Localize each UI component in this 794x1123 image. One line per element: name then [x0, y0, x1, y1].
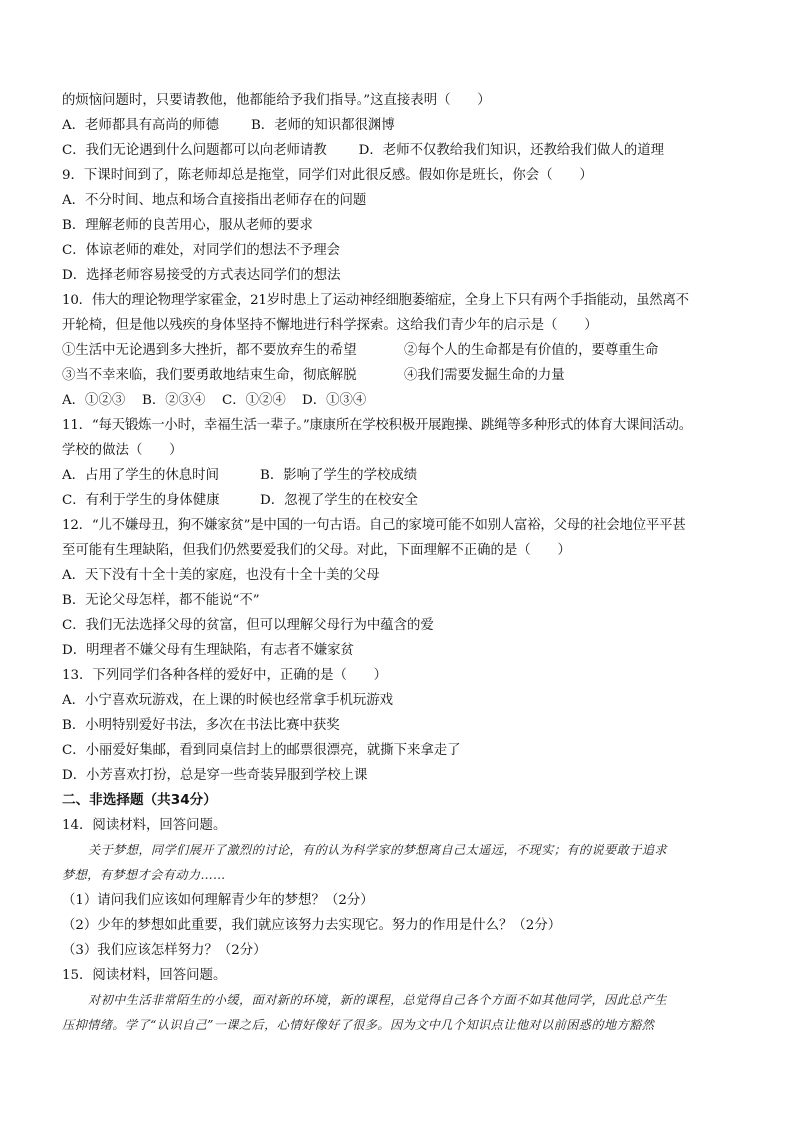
q8-option-d: D．老师不仅教给我们知识，还教给我们做人的道理	[358, 143, 664, 158]
q11-option-a: A．占用了学生的休息时间	[62, 468, 219, 483]
q12-option-c: C．我们无法选择父母的贫富，但可以理解父母行为中蕴含的爱	[62, 618, 434, 633]
q14-subquestion-3: （3）我们应该怎样努力？（2分）	[62, 943, 267, 958]
q10-statement-1: ①生活中无论遇到多大挫折，都不要放弃生的希望	[62, 343, 357, 358]
q14-material-line-2: 梦想，有梦想才会有动力……	[62, 868, 226, 882]
q10-statement-2: ②每个人的生命都是有价值的，要尊重生命	[404, 343, 659, 358]
q11-stem-line-1: 11．“每天锻炼一小时，幸福生活一辈子。”康康所在学校积极开展跑操、跳绳等多种形式的体育大课间活动。	[62, 418, 692, 433]
q15-stem: 15．阅读材料，回答问题。	[62, 968, 227, 983]
q12-stem-line-2: 至可能有生理缺陷，但我们仍然要爱我们的父母。对此，下面理解不正确的是（ ）	[62, 543, 571, 558]
q10-options-row	[62, 388, 742, 413]
q10-option-d: D．①③④	[302, 393, 367, 408]
q13-option-d: D．小芳喜欢打扮，总是穿一些奇装异服到学校上课	[62, 768, 368, 783]
q14-material-line-1: 关于梦想，同学们展开了激烈的讨论，有的认为科学家的梦想离自己太遥远，不现实；有的说要敢于追求	[88, 843, 668, 857]
q10-statement-4: ④我们需要发掘生命的力量	[404, 368, 565, 383]
q9-stem: 9．下课时间到了，陈老师却总是拖堂，同学们对此很反感。假如你是班长，你会（ ）	[62, 168, 593, 183]
q9-option-d: D．选择老师容易接受的方式表达同学们的想法	[62, 268, 341, 283]
q10-option-c: C．①②④	[222, 393, 286, 408]
q14-subquestion-2: （2）少年的梦想如此重要，我们就应该努力去实现它。努力的作用是什么？（2分）	[62, 918, 562, 933]
q10-statement-3: ③当不幸来临，我们要勇敢地结束生命，彻底解脱	[62, 368, 357, 383]
q8-stem-tail: 的烦恼问题时，只要请教他，他都能给予我们指导。”这直接表明（ ）	[62, 93, 491, 108]
q13-option-a: A．小宁喜欢玩游戏，在上课的时候也经常拿手机玩游戏	[62, 693, 394, 708]
q11-option-b: B．影响了学生的学校成绩	[260, 468, 418, 483]
q10-statements-row-1	[62, 338, 742, 363]
q8-options-row-1	[62, 113, 742, 138]
q12-option-d: D．明理者不嫌父母有生理缺陷，有志者不嫌家贫	[62, 643, 354, 658]
q10-option-a: A．①②③	[62, 393, 126, 408]
section-heading-non-choice: 二、非选择题（共34分）	[62, 792, 217, 808]
q12-option-b: B．无论父母怎样，都不能说“不”	[62, 593, 260, 608]
q10-stem-line-2: 开轮椅，但是他以残疾的身体坚持不懈地进行科学探索。这给我们青少年的启示是（ ）	[62, 318, 598, 333]
q13-stem: 13．下列同学们各种各样的爱好中，正确的是（ ）	[62, 668, 388, 683]
q9-option-a: A．不分时间、地点和场合直接指出老师存在的问题	[62, 193, 367, 208]
q11-options-row-1	[62, 463, 742, 488]
q10-stem-line-1: 10．伟大的理论物理学家霍金，21岁时患上了运动神经细胞萎缩症，全身上下只有两个手指能动，虽然离不	[62, 293, 689, 308]
q10-statements-row-2	[62, 363, 742, 388]
q8-option-a: A．老师都具有高尚的师德	[62, 118, 219, 133]
q15-material-line-1: 对初中生活非常陌生的小缓，面对新的环境，新的课程，总觉得自己各个方面不如其他同学，因此总产生	[88, 993, 668, 1007]
q13-option-c: C．小丽爱好集邮，看到同桌信封上的邮票很漂亮，就撕下来拿走了	[62, 743, 461, 758]
q9-option-b: B．理解老师的良苦用心，服从老师的要求	[62, 218, 313, 233]
q10-option-b: B．②③④	[142, 393, 206, 408]
exam-page	[62, 88, 742, 1038]
q13-option-b: B．小明特别爱好书法，多次在书法比赛中获奖	[62, 718, 340, 733]
q8-options-row-2	[62, 138, 742, 163]
q9-option-c: C．体谅老师的难处，对同学们的想法不予理会	[62, 243, 341, 258]
q11-stem-line-2: 学校的做法（ ）	[62, 443, 183, 458]
q11-option-c: C．有利于学生的身体健康	[62, 493, 220, 508]
q14-stem: 14．阅读材料，回答问题。	[62, 818, 227, 833]
q11-options-row-2	[62, 488, 742, 513]
q15-material-line-2: 压抑情绪。学了“认识自己”一课之后，心情好像好了很多。因为文中几个知识点让他对以前困惑的地方豁然	[62, 1018, 655, 1032]
q11-option-d: D．忽视了学生的在校安全	[260, 493, 419, 508]
q14-subquestion-1: （1）请问我们应该如何理解青少年的梦想？（2分）	[62, 893, 374, 908]
q8-option-c: C．我们无论遇到什么问题都可以向老师请教	[62, 143, 327, 158]
q12-option-a: A．天下没有十全十美的家庭，也没有十全十美的父母	[62, 568, 380, 583]
q12-stem-line-1: 12．“儿不嫌母丑，狗不嫌家贫”是中国的一句古语。自己的家境可能不如别人富裕，父母的社会地位平平甚	[62, 518, 686, 533]
q8-option-b: B．老师的知识都很渊博	[250, 118, 395, 133]
